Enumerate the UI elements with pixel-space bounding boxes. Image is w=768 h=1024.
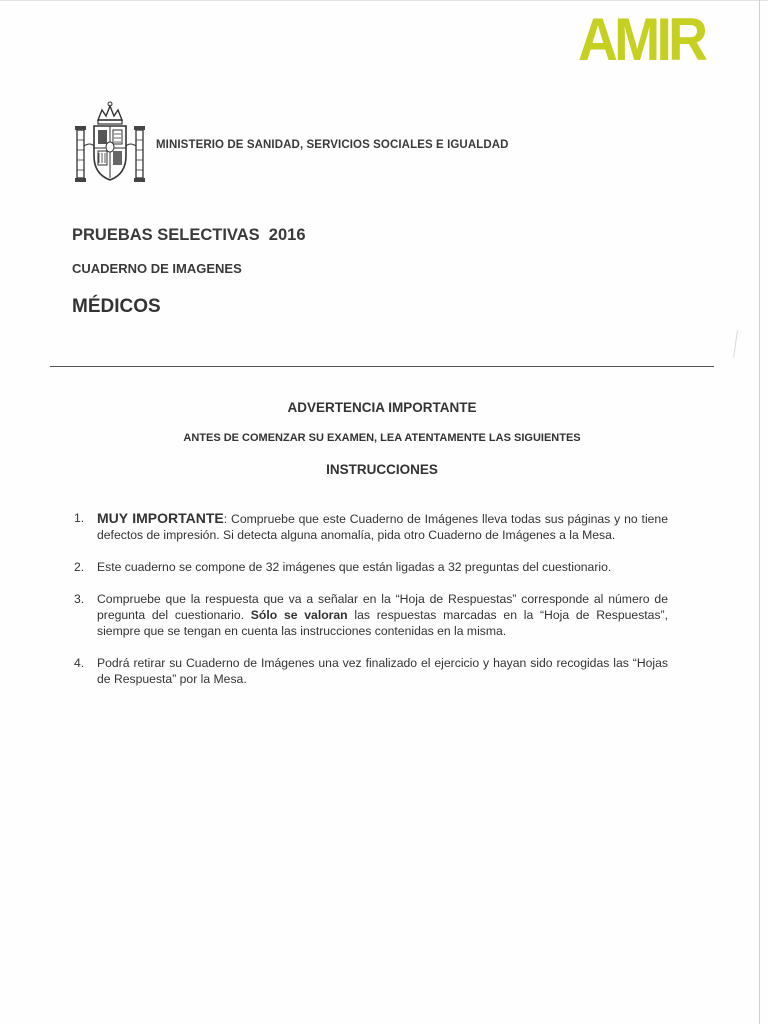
warning-subheading: ANTES DE COMENZAR SU EXAMEN, LEA ATENTAMENTE LAS SIGUIENTES: [183, 432, 581, 444]
page-top-edge: [0, 0, 768, 1]
scan-mark: [733, 330, 738, 358]
instruction-text: Podrá retirar su Cuaderno de Imágenes una vez finalizado el ejercicio y hayan sido recogidas las “Hojas de Respuesta” por la Mesa.: [97, 656, 668, 686]
instruction-item: [74, 559, 668, 575]
booklet-subtitle: CUADERNO DE IMAGENES: [72, 261, 242, 276]
instructions-list: [74, 510, 668, 687]
page-right-edge: [759, 0, 760, 1024]
instruction-text: Compruebe que la respuesta que va a señalar en la “Hoja de Respuestas” corresponde al número de pregunta del cuestionario.: [97, 592, 668, 622]
instruction-number: 1.: [74, 511, 85, 525]
specialty-heading: MÉDICOS: [72, 296, 161, 317]
instruction-number: 2.: [74, 560, 85, 574]
instruction-item: [74, 510, 668, 543]
spanish-coat-of-arms-icon: [72, 100, 148, 188]
instructions-heading: INSTRUCCIONES: [326, 462, 438, 477]
instruction-item: [74, 655, 668, 687]
instruction-text: Este cuaderno se compone de 32 imágenes que están ligadas a 32 preguntas del cuestionario.: [97, 560, 612, 574]
instruction-item: [74, 591, 668, 639]
amir-logo: AMIR: [578, 6, 705, 73]
instruction-emphasis: MUY IMPORTANTE: [97, 510, 224, 526]
exam-title: PRUEBAS SELECTIVAS 2016: [72, 226, 306, 244]
ministry-name: MINISTERIO DE SANIDAD, SERVICIOS SOCIALES E IGUALDAD: [156, 139, 509, 151]
instruction-text: las respuestas marcadas en la “Hoja de Respuestas”, siempre que se tengan en cuenta las instrucciones contenidas en la misma.: [97, 608, 669, 638]
instruction-emphasis: Sólo se valoran: [250, 608, 348, 622]
instruction-number: 3.: [74, 592, 85, 606]
section-divider: [50, 366, 714, 367]
instruction-text: : Compruebe que este Cuaderno de Imágenes lleva todas sus páginas y no tiene defectos de impresión. Si detecta alguna anomalía, pida otro Cuaderno de Imágenes a la Mesa.: [97, 512, 668, 542]
warning-heading: ADVERTENCIA IMPORTANTE: [287, 400, 477, 415]
instruction-number: 4.: [74, 656, 85, 670]
